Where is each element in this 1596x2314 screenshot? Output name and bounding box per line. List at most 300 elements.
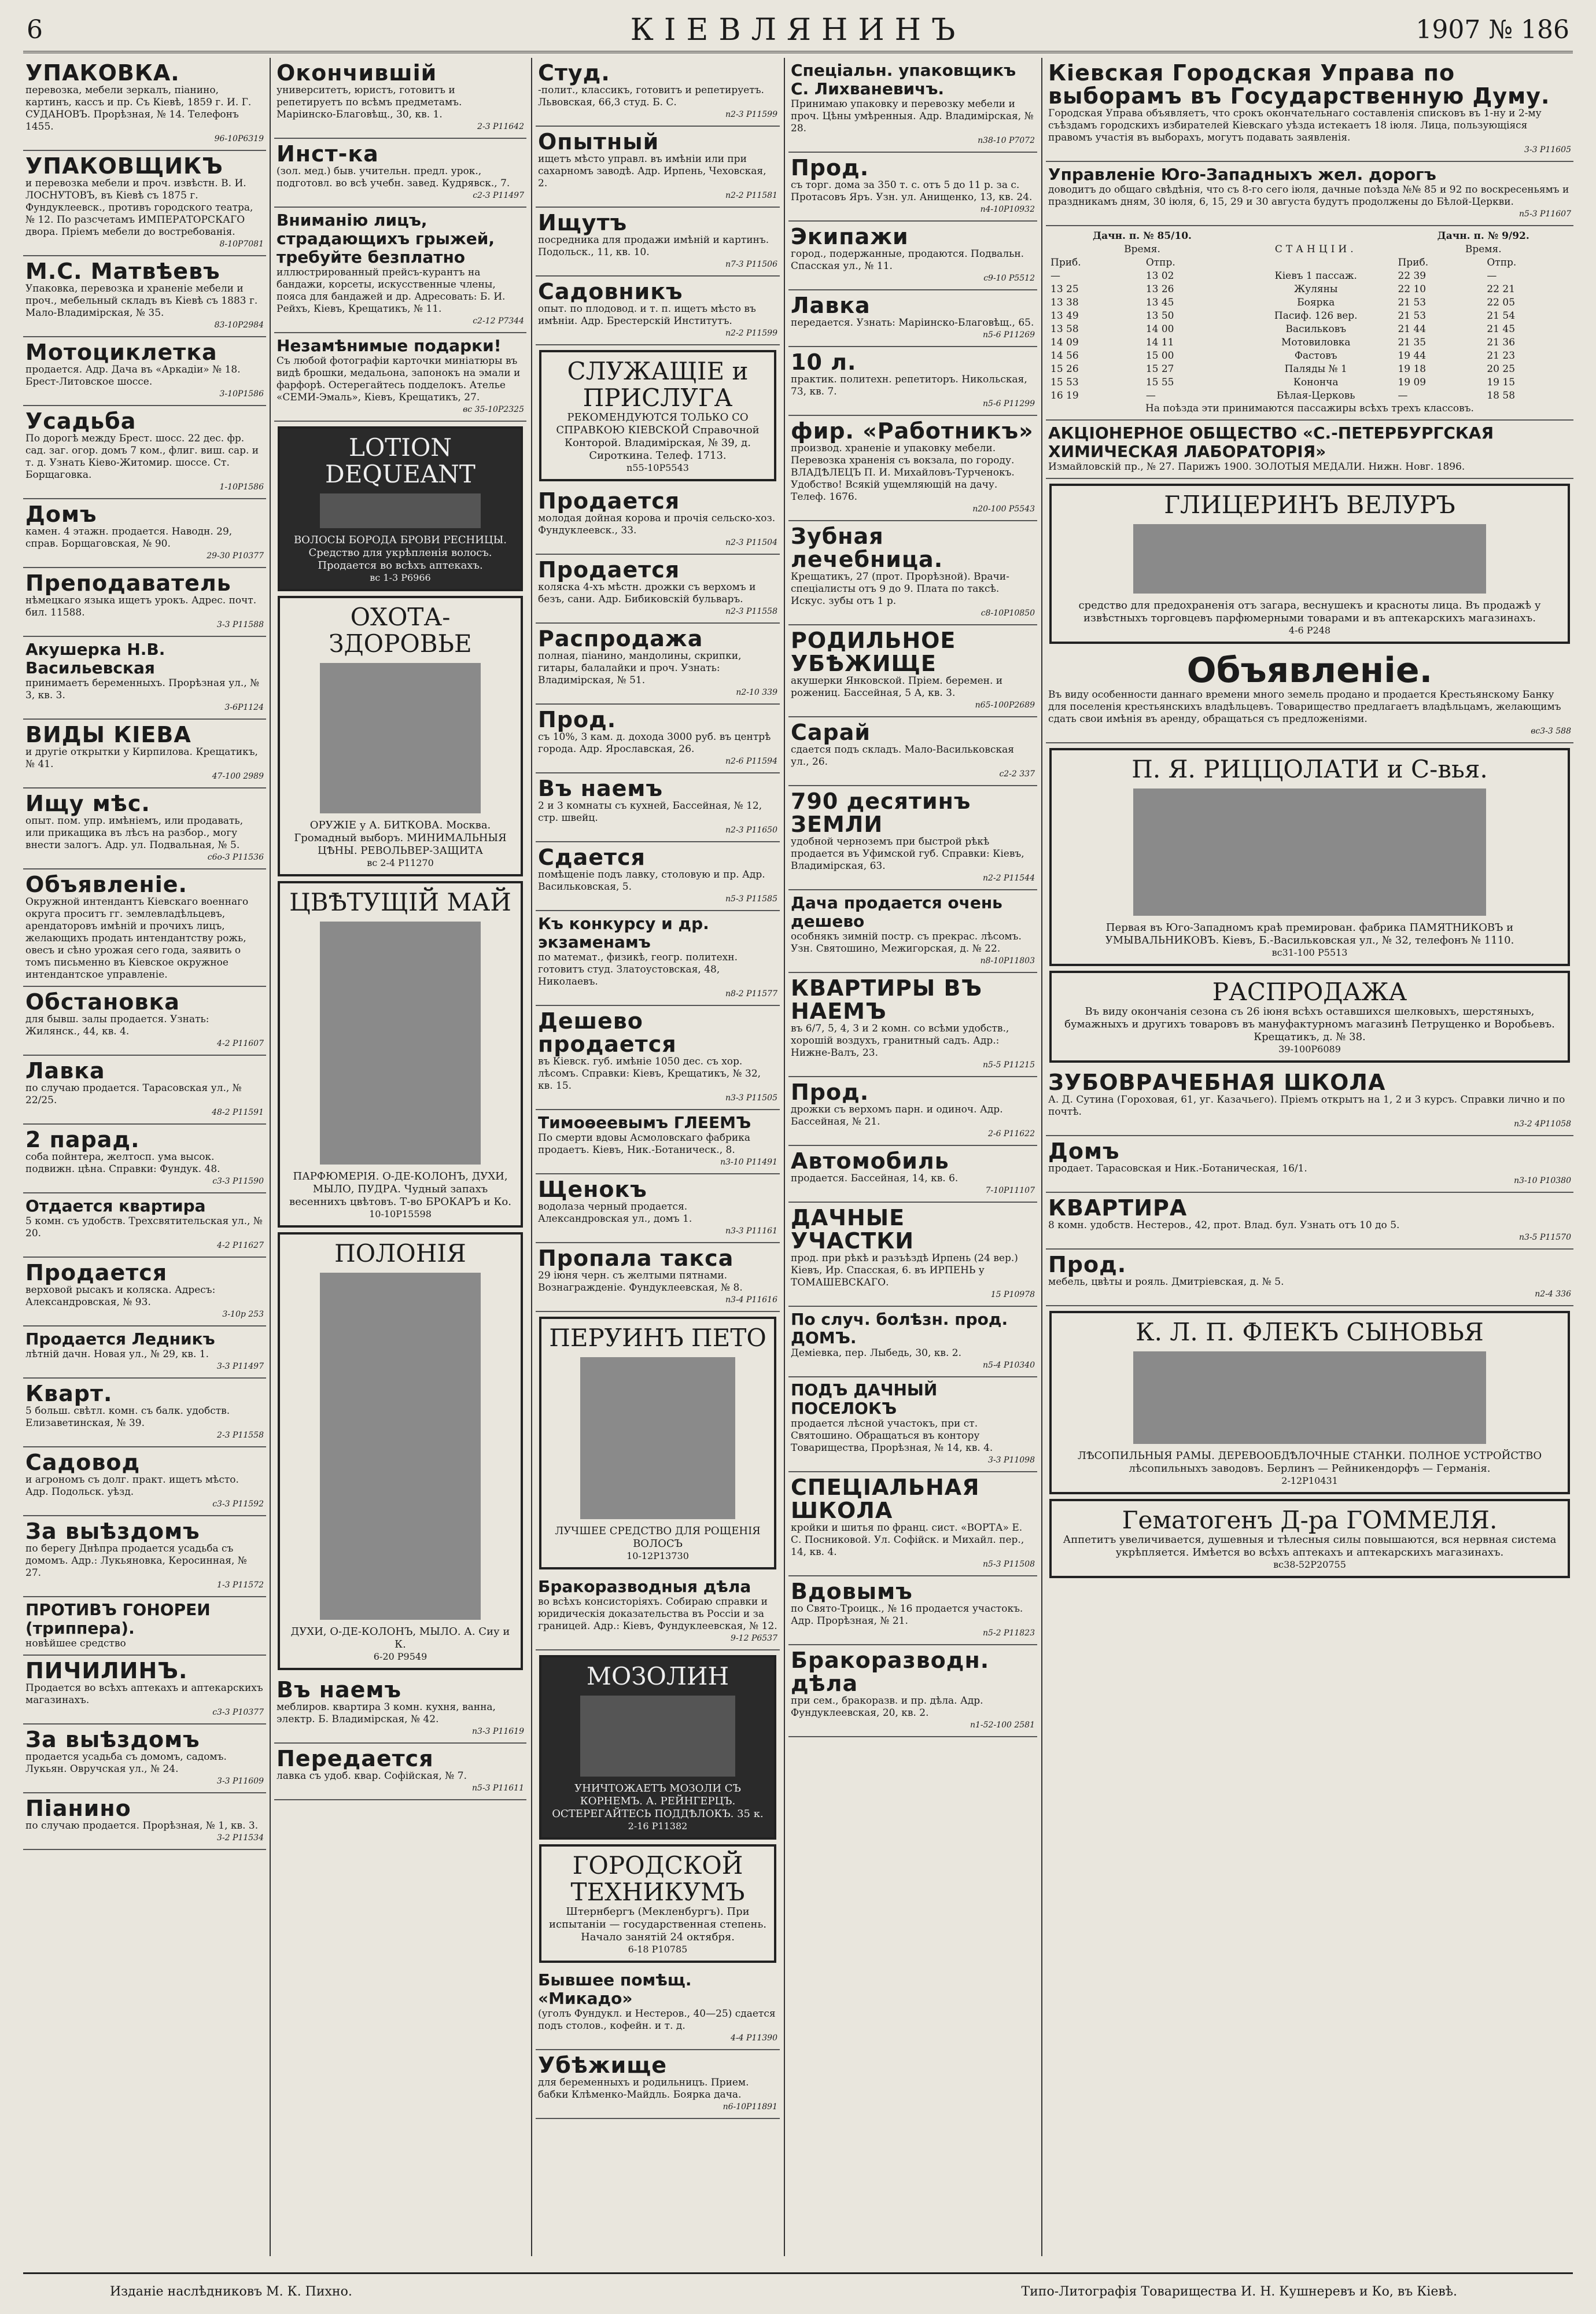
time-cell: 21 54 bbox=[1487, 310, 1516, 322]
ad-body: Деміевка, пер. Лыбедь, 30, кв. 2. bbox=[791, 1347, 962, 1359]
ad-code: n2-10 339 bbox=[736, 688, 777, 697]
column-2 bbox=[274, 58, 526, 2256]
timetable-row bbox=[1048, 283, 1571, 296]
ad-heading: Лавка bbox=[25, 1058, 105, 1084]
ad-body: лавка съ удоб. квар. Софійская, № 7. bbox=[277, 1770, 467, 1782]
ad-code: n2-3 Р11558 bbox=[725, 607, 777, 616]
ad-heading: Акушерка Н.В. Васильевская bbox=[25, 640, 165, 677]
ad-body: Измайловскій пр., № 27. Парижъ 1900. ЗОЛОТЫЯ МЕДАЛИ. Нижн. Новг. 1896. bbox=[1048, 461, 1465, 473]
time-cell: — bbox=[1051, 270, 1060, 282]
ad-body: доводитъ до общаго свѣдѣнія, что съ 8-го сего іюля, дачные поѣзда №№ 85 и 92 по воскресеньямъ и праздникамъ дням, 30 іюля, 6, 15, 29 и 30 августа будутъ продолжены до Бѣлой-Церкви. bbox=[1048, 184, 1569, 208]
time-cell: 19 44 bbox=[1398, 350, 1427, 362]
advertisement bbox=[23, 151, 266, 256]
ad-body: ОРУЖІЕ у А. БИТКОВА. Москва. Громадный выборъ. МИНИМАЛЬНЫЯ ЦѢНЫ. РЕВОЛЬВЕР-ЗАЩИТА bbox=[294, 819, 507, 857]
ad-body: Въ виду особенности даннаго времени много земель продано и продается Крестьянскому Банку для поселенія крестьянскихъ владѣльцевъ. Товарищество предлагаетъ владѣльцамъ, желающимъ сдать свои имѣнія въ аренду, обращаться съ предложеніями. bbox=[1048, 689, 1561, 725]
ad-code: n2-3 Р11599 bbox=[725, 110, 777, 119]
advertisement bbox=[536, 1967, 780, 2050]
advertisement bbox=[274, 208, 526, 333]
ad-heading: Въ наемъ bbox=[538, 776, 664, 801]
ad-heading: Экипажи bbox=[791, 224, 909, 249]
advertisement bbox=[536, 1006, 780, 1110]
ad-code: вс3-3 588 bbox=[1531, 727, 1571, 736]
timetable-row bbox=[1048, 336, 1571, 349]
ad-code: c2-12 Р7344 bbox=[473, 316, 524, 326]
station-name: Фастовъ bbox=[1294, 350, 1337, 362]
advertisement bbox=[536, 1574, 780, 1650]
illustrated-advertisement bbox=[539, 1844, 776, 1963]
ad-heading: ПЕРУИНЪ ПЕТО bbox=[549, 1324, 766, 1352]
ad-heading: ПОЛОНІЯ bbox=[334, 1239, 466, 1267]
ad-code: 4-6 Р248 bbox=[1288, 625, 1331, 636]
ad-body: ВОЛОСЫ БОРОДА БРОВИ РЕСНИЦЫ. Средство для укрѣпленія волосъ. Продается во всѣхъ аптекахъ. bbox=[293, 534, 507, 572]
ad-heading: Пропала такса bbox=[538, 1246, 734, 1271]
ad-code: n3-10 Р11491 bbox=[720, 1158, 777, 1167]
ad-code: 3-3 Р11588 bbox=[217, 620, 264, 629]
advertisement bbox=[23, 637, 266, 720]
ad-body: средство для предохраненія отъ загара, веснушекъ и красноты лица. Въ продажѣ у извѣстныхъ торговцевъ парфюмерными товарами и въ аптекарскихъ магазинахъ. bbox=[1078, 599, 1541, 624]
advertisement bbox=[788, 1645, 1037, 1737]
ad-code: n2-2 Р11544 bbox=[983, 874, 1035, 883]
ad-code: 3-3 Р11609 bbox=[217, 1777, 264, 1786]
advertisement bbox=[788, 1307, 1037, 1377]
advertisement bbox=[788, 1576, 1037, 1645]
ad-body: (уголъ Фундукл. и Нестеров., 40—25) сдается подъ столов., кофейн. и т. д. bbox=[538, 2008, 776, 2032]
ad-code: n3-3 Р11161 bbox=[725, 1226, 777, 1236]
ad-heading: ПИЧИЛИНЪ. bbox=[25, 1658, 188, 1683]
ad-body: продается усадьба съ домомъ, садомъ. Лукьян. Овручская ул., № 24. bbox=[25, 1751, 227, 1775]
advertisement bbox=[1046, 421, 1573, 479]
advertisement bbox=[788, 58, 1037, 153]
time-cell: 15 00 bbox=[1145, 350, 1174, 362]
ad-heading: Бракоразводныя дѣла bbox=[538, 1577, 751, 1596]
advertisement bbox=[23, 1516, 266, 1597]
time-cell: 20 25 bbox=[1487, 363, 1516, 375]
ad-heading: Объявленіе. bbox=[1186, 650, 1433, 691]
ad-code: n5-3 Р11607 bbox=[1519, 209, 1571, 219]
ad-heading: Къ конкурсу и др. экзаменамъ bbox=[538, 914, 709, 952]
advertisement bbox=[536, 2050, 780, 2119]
ad-code: n6-10Р11891 bbox=[723, 2102, 777, 2112]
ad-heading: Садовникъ bbox=[538, 279, 683, 304]
ad-heading: Продается bbox=[538, 557, 680, 583]
column-5 bbox=[1046, 58, 1573, 2256]
timetable-col: Отпр. bbox=[1145, 257, 1175, 268]
time-cell: 14 56 bbox=[1051, 350, 1079, 362]
ad-code: 96-10Р6319 bbox=[214, 134, 264, 143]
advertisement bbox=[23, 337, 266, 406]
ad-heading: Піанино bbox=[25, 1796, 131, 1821]
ad-body: и другіе открытки у Кирпилова. Крещатикъ, № 41. bbox=[25, 746, 258, 770]
time-cell: 13 58 bbox=[1051, 323, 1079, 335]
ad-body: Аппетитъ увеличивается, душевныя и тѣлесныя силы повышаются, вся нервная система укрѣпляется. Имѣется во всѣхъ аптекахъ и аптекарскихъ магазинахъ. bbox=[1063, 1534, 1557, 1558]
ad-body: Принимаю упаковку и перевозку мебели и проч. Цѣны умѣренныя. Адр. Владимірская, № 28. bbox=[791, 98, 1034, 134]
ad-heading: Сдается bbox=[538, 845, 646, 870]
advertisement bbox=[788, 1377, 1037, 1472]
ad-body: въ 6/7, 5, 4, 3 и 2 комн. со всѣми удобств., хорошій воздухъ, гранитный садъ. Адр.: Нижне-Валъ, 23. bbox=[791, 1023, 1009, 1059]
ad-body: меблиров. квартира 3 комн. кухня, ванна, электр. Б. Владимірская, № 42. bbox=[277, 1701, 496, 1725]
time-cell: 21 36 bbox=[1487, 337, 1516, 348]
ad-code: 10-10Р15598 bbox=[369, 1208, 432, 1219]
ad-body: сдается подъ складъ. Мало-Васильковская ул., 26. bbox=[791, 744, 1014, 768]
ad-body: по случаю продается. Тарасовская ул., № 22/25. bbox=[25, 1082, 242, 1106]
advertisement bbox=[1046, 58, 1573, 162]
ad-heading: Продается bbox=[538, 488, 680, 514]
advertisement bbox=[23, 1125, 266, 1193]
time-cell: 14 11 bbox=[1145, 337, 1174, 348]
ad-heading: Вниманію лицъ, страдающихъ грыжей, требуйте безплатно bbox=[277, 211, 495, 267]
ad-body: нѣмецкаго языка ищетъ урокъ. Адрес. почт. бил. 11588. bbox=[25, 595, 257, 618]
ad-heading: Автомобиль bbox=[791, 1148, 949, 1174]
ad-code: 3-3 Р11098 bbox=[988, 1456, 1035, 1465]
ad-heading: ГЛИЦЕРИНЪ ВЕЛУРЪ bbox=[1164, 491, 1455, 519]
ad-code: c8-10Р10850 bbox=[981, 609, 1035, 618]
advertisement bbox=[23, 1193, 266, 1258]
timetable-sub: СТАНЦІИ. bbox=[1274, 244, 1357, 255]
timetable-row bbox=[1048, 349, 1571, 363]
advertisement bbox=[23, 1725, 266, 1793]
ad-code: n3-3 Р11619 bbox=[472, 1727, 524, 1736]
ad-code: n3-10 Р10380 bbox=[1514, 1176, 1571, 1185]
ad-body: ПАРФЮМЕРІЯ. О-ДЕ-КОЛОНЪ, ДУХИ, МЫЛО, ПУДРА. Чудный запахъ весеннихъ цвѣтовъ. Т-во БРОКАРЪ и Ко. bbox=[289, 1170, 511, 1208]
station-name: Кононча bbox=[1293, 377, 1339, 388]
advertisement bbox=[274, 333, 526, 422]
column-4 bbox=[788, 58, 1037, 2256]
ad-code: 3-6Р1124 bbox=[224, 703, 264, 712]
ad-code: 1-10Р1586 bbox=[219, 482, 264, 492]
advertisement bbox=[788, 1077, 1037, 1146]
ad-heading: ГОРОДСКОЙ ТЕХНИКУМЪ bbox=[570, 1851, 745, 1906]
illustrated-advertisement bbox=[278, 596, 523, 876]
advertisement bbox=[536, 773, 780, 842]
ad-code: n5-4 Р10340 bbox=[983, 1361, 1035, 1370]
ad-code: 15 Р10978 bbox=[990, 1290, 1035, 1299]
ad-heading: Прод. bbox=[1048, 1252, 1127, 1277]
timetable-note: На поѣзда эти принимаются пассажиры всѣхъ трехъ классовъ. bbox=[1145, 403, 1474, 414]
ad-body: и агрономъ съ долг. практ. ищетъ мѣсто. Адр. Подольск. уѣзд. bbox=[25, 1474, 239, 1498]
advertisement bbox=[1046, 648, 1573, 743]
ad-code: n5-3 Р11585 bbox=[725, 894, 777, 904]
time-cell: 21 53 bbox=[1398, 297, 1427, 308]
advertisement bbox=[536, 1174, 780, 1243]
advertisement bbox=[274, 139, 526, 208]
printer: Типо-Литографія Товарищества И. Н. Кушнеревъ и Ко, въ Кіевѣ. bbox=[1021, 2284, 1457, 2299]
ad-heading: РОДИЛЬНОЕ УБѢЖИЩЕ bbox=[791, 628, 956, 676]
advertisement bbox=[788, 521, 1037, 625]
ad-heading: Студ. bbox=[538, 60, 610, 86]
advertisement bbox=[1046, 162, 1573, 226]
ad-body: Крещатикъ, 27 (прот. Прорѣзной). Врачи-спеціалисты отъ 9 до 9. Плата по таксѣ. Искус. зубы отъ 1 р. bbox=[791, 571, 1009, 607]
ad-heading: Незамѣнимые подарки! bbox=[277, 336, 502, 355]
illustration-image bbox=[580, 1696, 735, 1777]
ad-body: съ торг. дома за 350 т. с. отъ 5 до 11 р. за с. Протасовъ Яръ. Узн. ул. Анищенко, 13, кв. 24. bbox=[791, 179, 1033, 203]
advertisement bbox=[788, 347, 1037, 416]
advertisement bbox=[23, 1258, 266, 1327]
ad-heading: ВИДЫ КІЕВА bbox=[25, 722, 191, 747]
advertisement bbox=[23, 869, 266, 987]
advertisement bbox=[23, 1597, 266, 1656]
ad-body: По дорогѣ между Брест. шосс. 22 дес. фр. сад. заг. огор. домъ 7 ком., флиг. виш. сар. и т. д. Узнать Кіево-Житомир. шоссе. Ст. Борщаговка. bbox=[25, 433, 259, 481]
ad-code: n1-52-100 2581 bbox=[970, 1720, 1035, 1730]
advertisement bbox=[274, 1675, 526, 1744]
timetable-right-head: Дачн. п. № 9/92. bbox=[1437, 230, 1529, 242]
ad-heading: Продается bbox=[25, 1260, 168, 1285]
ad-body: дрожки съ верхомъ парн. и одиноч. Адр. Бассейная, № 21. bbox=[791, 1104, 1003, 1127]
advertisement bbox=[536, 277, 780, 345]
ad-body: Штернбергъ (Мекленбургъ). При испытаніи — государственная степень. Начало занятій 24 октября. bbox=[548, 1906, 767, 1943]
station-name: Мотовиловка bbox=[1281, 337, 1351, 348]
ad-heading: Ищутъ bbox=[538, 210, 628, 235]
ad-code: 9-12 Р6537 bbox=[731, 1634, 777, 1643]
station-name: Кіевъ 1 пассаж. bbox=[1274, 270, 1357, 282]
illustrated-advertisement bbox=[1049, 484, 1570, 644]
ad-body: практик. политехн. репетиторъ. Никольская, 73, кв. 7. bbox=[791, 374, 1027, 397]
ad-code: n38-10 Р7072 bbox=[978, 136, 1035, 145]
column-3 bbox=[536, 58, 780, 2256]
illustrated-advertisement bbox=[1049, 1311, 1570, 1494]
illustrated-advertisement bbox=[539, 1317, 776, 1569]
ad-code: n8-10Р11803 bbox=[980, 956, 1035, 966]
ad-code: 8-10Р7081 bbox=[219, 239, 264, 249]
ad-body: -полит., классикъ, готовитъ и репетируетъ. Львовская, 66,3 студ. Б. С. bbox=[538, 84, 764, 108]
advertisement bbox=[788, 1472, 1037, 1576]
ad-body: 5 больш. свѣтл. комн. съ балк. удобств. Елизаветинская, № 39. bbox=[25, 1405, 230, 1429]
ad-body: Первая въ Юго-Западномъ краѣ премирован. фабрика ПАМЯТНИКОВЪ и УМЫВАЛЬНИКОВЪ. Кіевъ, Б.-Васильковская ул., № 32, телефонъ № 1110. bbox=[1105, 922, 1514, 946]
ad-body: опыт. по плодовод. и т. п. ищетъ мѣсто въ имѣніи. Адр. Брестерскій Институтъ. bbox=[538, 303, 756, 327]
illustrated-advertisement bbox=[278, 1232, 523, 1670]
advertisement bbox=[1046, 1136, 1573, 1193]
ad-code: 4-2 Р11627 bbox=[217, 1241, 264, 1250]
ad-heading: Домъ bbox=[1048, 1138, 1120, 1164]
time-cell: 15 55 bbox=[1145, 377, 1174, 388]
time-cell: 13 25 bbox=[1051, 283, 1079, 295]
ad-code: 7-10Р11107 bbox=[985, 1186, 1035, 1195]
ad-code: n2-4 336 bbox=[1535, 1289, 1571, 1299]
ad-code: n5-5 Р11215 bbox=[983, 1060, 1035, 1070]
ad-body: ДУХИ, О-ДЕ-КОЛОНЪ, МЫЛО. А. Сиу и К. bbox=[290, 1626, 510, 1650]
ad-heading: УПАКОВКА. bbox=[25, 60, 180, 86]
ad-heading: По случ. болѣзн. прод. ДОМЪ. bbox=[791, 1310, 1008, 1347]
advertisement bbox=[788, 290, 1037, 347]
time-cell: 22 10 bbox=[1398, 283, 1427, 295]
ad-body: продается. Бассейная, 14, кв. 6. bbox=[791, 1173, 959, 1184]
column-rule bbox=[1041, 58, 1042, 2256]
ad-heading: Объявленіе. bbox=[25, 872, 187, 897]
illustrated-advertisement bbox=[1049, 748, 1570, 966]
ad-code: вс38-52Р20755 bbox=[1273, 1559, 1346, 1570]
ad-heading: Вдовымъ bbox=[791, 1579, 913, 1604]
ad-body: Съ любой фотографіи карточки миніатюры въ видѣ брошки, медальона, запонокъ на эмали и фарфорѣ. Остерегайтесь подделокъ. Ателье «СЕМИ-Эмаль», Кіевъ, Крещатикъ, 27. bbox=[277, 355, 521, 403]
ad-heading: Бывшее помѣщ. «Микадо» bbox=[538, 1970, 692, 2008]
ad-code: n4-10Р10932 bbox=[980, 205, 1035, 214]
ad-code: n3-4 Р11616 bbox=[725, 1295, 777, 1305]
ad-body: для беременныхъ и родильницъ. Прием. бабки Клѣменко-Майдль. Боярка дача. bbox=[538, 2077, 749, 2101]
station-name: Пасиф. 126 вер. bbox=[1274, 310, 1358, 322]
ad-heading: Усадьба bbox=[25, 408, 137, 434]
ad-body: (зол. мед.) быв. учительн. предл. урок., подготовл. во всѣ учебн. завед. Кудрявск., 7. bbox=[277, 165, 510, 189]
illustration-image bbox=[1133, 1351, 1486, 1444]
time-cell: 21 23 bbox=[1487, 350, 1516, 362]
ad-body: помѣщеніе подъ лавку, столовую и пр. Адр. Васильковская, 5. bbox=[538, 869, 765, 893]
illustration-image bbox=[580, 1357, 735, 1519]
advertisement bbox=[23, 987, 266, 1056]
illustrated-advertisement bbox=[278, 426, 523, 591]
ad-body: 5 комн. съ удобств. Трехсвятительская ул., № 20. bbox=[25, 1215, 263, 1239]
advertisement bbox=[788, 717, 1037, 786]
ad-code: 2-3 Р11642 bbox=[477, 122, 524, 131]
ad-heading: Щенокъ bbox=[538, 1177, 647, 1202]
ad-code: 3-3 Р11605 bbox=[1524, 145, 1571, 154]
ad-body: полная, піанино, мандолины, скрипки, гитары, балалайки и проч. Узнать: Владимірская, № 51. bbox=[538, 650, 742, 686]
ad-heading: КВАРТИРА bbox=[1048, 1195, 1188, 1221]
timetable-col: Отпр. bbox=[1487, 257, 1517, 268]
station-name: Бѣлая-Церковь bbox=[1276, 390, 1355, 401]
advertisement bbox=[23, 1379, 266, 1447]
ad-heading: П. Я. РИЦЦОЛАТИ и С-вья. bbox=[1131, 755, 1488, 783]
ad-heading: АКЦІОНЕРНОЕ ОБЩЕСТВО «С.-ПЕТЕРБУРГСКАЯ ХИМИЧЕСКАЯ ЛАБОРАТОРІЯ» bbox=[1048, 423, 1494, 461]
ad-heading: Зубная лечебница. bbox=[791, 524, 943, 572]
ad-code: n55-10Р5543 bbox=[626, 462, 689, 473]
ad-body: коляска 4-хъ мѣстн. дрожки съ верхомъ и безъ, сани. Адр. Бибиковскій бульваръ. bbox=[538, 581, 756, 605]
advertisement bbox=[536, 705, 780, 773]
advertisement bbox=[23, 256, 266, 337]
ad-code: 48-2 Р11591 bbox=[212, 1108, 264, 1117]
time-cell: 13 49 bbox=[1051, 310, 1079, 322]
ad-code: c2-2 337 bbox=[999, 769, 1035, 779]
ad-code: 6-20 Р9549 bbox=[373, 1651, 427, 1662]
timetable-row bbox=[1048, 323, 1571, 336]
timetable-row bbox=[1048, 309, 1571, 323]
ad-code: 4-4 Р11390 bbox=[731, 2033, 777, 2043]
illustrated-advertisement bbox=[1049, 1499, 1570, 1578]
ad-heading: Распродажа bbox=[538, 626, 703, 651]
ad-code: 10-12Р13730 bbox=[626, 1550, 689, 1561]
ad-body: Продается во всѣхъ аптекахъ и аптекарскихъ магазинахъ. bbox=[25, 1682, 263, 1706]
ad-code: n5-6 Р11299 bbox=[983, 399, 1035, 408]
ad-body: водолаза черный продается. Александровская ул., домъ 1. bbox=[538, 1201, 692, 1225]
ad-heading: Въ наемъ bbox=[277, 1677, 402, 1703]
ad-body: мебель, цвѣты и рояль. Дмитріевская, д. № 5. bbox=[1048, 1276, 1284, 1288]
ad-code: n2-3 Р11504 bbox=[725, 538, 777, 547]
ad-heading: Дача продается очень дешево bbox=[791, 893, 1002, 931]
ad-body: по математ., физикѣ, геогр. политехн. готовитъ студ. Златоустовская, 48, Николаевъ. bbox=[538, 952, 738, 987]
advertisement bbox=[23, 1656, 266, 1725]
advertisement bbox=[788, 1203, 1037, 1307]
ad-code: c3-3 Р11590 bbox=[212, 1177, 264, 1186]
advertisement bbox=[23, 720, 266, 788]
ad-heading: Лавка bbox=[791, 293, 871, 318]
ad-body: кройки и шитья по франц. сист. «ВОРТА» Е. С. Посниковой. Ул. Софійск. и Михайл. пер., 14, кв. 4. bbox=[791, 1522, 1024, 1558]
ad-body: прод. при рѣкѣ и разъѣздѣ Ирпень (24 вер.) Кіевъ, Ир. Спасская, 6. въ ИРПЕНЬ у ТОМАШЕВСКАГО. bbox=[791, 1252, 1018, 1288]
ad-heading: Гематогенъ Д-ра ГОММЕЛЯ. bbox=[1122, 1506, 1498, 1534]
ad-heading: Отдается квартира bbox=[25, 1196, 206, 1215]
time-cell: 15 26 bbox=[1051, 363, 1079, 375]
timetable-col: Приб. bbox=[1051, 257, 1081, 268]
advertisement bbox=[536, 58, 780, 127]
timetable-row bbox=[1048, 363, 1571, 376]
advertisement bbox=[536, 911, 780, 1006]
ad-body: съ 10%, 3 кам. д. дохода 3000 руб. въ центрѣ города. Адр. Ярославская, 26. bbox=[538, 731, 771, 755]
ad-heading: Опытный bbox=[538, 129, 659, 154]
timetable-table bbox=[1048, 230, 1571, 403]
advertisement bbox=[23, 1793, 266, 1850]
ad-heading: фир. «Работникъ» bbox=[791, 418, 1034, 444]
ad-body: город., подержанные, продаются. Подвальн. Спасская ул., № 11. bbox=[791, 248, 1024, 272]
ad-body: при сем., бракоразв. и пр. дѣла. Адр. Фундуклеевская, 20, кв. 2. bbox=[791, 1695, 983, 1719]
ad-code: 2-6 Р11622 bbox=[988, 1129, 1035, 1138]
advertisement bbox=[274, 1744, 526, 1800]
ad-heading: Кіевская Городская Управа по выборамъ въ Государственную Думу. bbox=[1048, 60, 1550, 109]
advertisement bbox=[788, 786, 1037, 890]
ad-heading: За выѣздомъ bbox=[25, 1519, 200, 1544]
ad-heading: Кварт. bbox=[25, 1381, 113, 1406]
ad-code: n5-6 Р11269 bbox=[983, 330, 1035, 340]
time-cell: 13 38 bbox=[1051, 297, 1079, 308]
ad-heading: Прод. bbox=[538, 707, 617, 732]
ad-code: n3-2 4Р11058 bbox=[1514, 1119, 1571, 1129]
ad-code: 83-10Р2984 bbox=[214, 320, 264, 330]
ad-heading: Окончившій bbox=[277, 60, 437, 86]
ad-heading: Управленіе Юго-Западныхъ жел. дорогъ bbox=[1048, 165, 1436, 184]
column-rule bbox=[784, 58, 785, 2256]
ad-body: продается лѣсной участокъ, при ст. Святошино. Обращаться въ контору Товарищества, Прорѣзная, № 14, кв. 4. bbox=[791, 1418, 993, 1454]
ad-heading: Домъ bbox=[25, 502, 97, 527]
ad-code: n2-2 Р11599 bbox=[725, 329, 777, 338]
advertisement bbox=[536, 1110, 780, 1174]
ad-code: 2-16 Р11382 bbox=[628, 1821, 688, 1832]
railway-timetable bbox=[1046, 226, 1573, 421]
advertisement bbox=[788, 153, 1037, 222]
ad-body: верховой рысакъ и коляска. Адресъ: Александровская, № 93. bbox=[25, 1284, 216, 1308]
ad-body: принимаетъ беременныхъ. Прорѣзная ул., № 3, кв. 3. bbox=[25, 677, 260, 701]
ad-heading: УПАКОВЩИКЪ bbox=[25, 153, 223, 179]
ad-code: n2-3 Р11650 bbox=[725, 826, 777, 835]
illustration-image bbox=[320, 1273, 480, 1620]
ad-code: n3-3 Р11505 bbox=[725, 1093, 777, 1103]
advertisement bbox=[23, 788, 266, 869]
ad-body: иллюстрированный прейсъ-курантъ на бандажи, корсеты, искусственные члены, пояса для бандажей и др. Адресовать: Б. И. Рейхъ, Кіевъ, Крещатикъ, № 11. bbox=[277, 267, 506, 315]
ad-heading: Тимоѳеевымъ ГЛЕЕМЪ bbox=[538, 1113, 751, 1132]
ad-body: новѣйшее средство bbox=[25, 1638, 126, 1649]
column-rule bbox=[531, 58, 532, 2256]
time-cell: 21 53 bbox=[1398, 310, 1427, 322]
ad-heading: Дешево продается bbox=[538, 1008, 677, 1057]
advertisement bbox=[788, 890, 1037, 973]
ad-body: А. Д. Сутина (Гороховая, 61, уг. Казачьего). Пріемъ открытъ на 1, 2 и 3 курсъ. Справки лично и по почтѣ. bbox=[1048, 1094, 1565, 1118]
ad-code: 39-100Р6089 bbox=[1278, 1044, 1341, 1055]
timetable-sub: Время. bbox=[1124, 244, 1160, 255]
illustrated-advertisement bbox=[278, 881, 523, 1228]
ad-heading: Убѣжище bbox=[538, 2053, 668, 2078]
time-cell: 13 45 bbox=[1145, 297, 1174, 308]
ad-code: вс31-100 Р5513 bbox=[1271, 947, 1348, 958]
illustration-image bbox=[1133, 524, 1486, 594]
time-cell: 21 45 bbox=[1487, 323, 1516, 335]
timetable-left-head: Дачн. п. № 85/10. bbox=[1093, 230, 1192, 242]
ad-body: камен. 4 этажн. продается. Наводн. 29, справ. Борщаговская, № 90. bbox=[25, 526, 233, 550]
station-name: Паляды № 1 bbox=[1284, 363, 1347, 375]
ad-body: По смерти вдовы Асмоловскаго фабрика продаетъ. Кіевъ, Ник.-Ботаническ., 8. bbox=[538, 1132, 751, 1156]
ad-code: n7-3 Р11506 bbox=[725, 260, 777, 269]
time-cell: 15 53 bbox=[1051, 377, 1079, 388]
ad-body: производ. храненіе и упаковку мебели. Перевозка храненія съ вокзала, по городу. ВЛАДѢЛЕЦЪ П. И. Михайловъ-Турченокъ. Удобство! Всякій ущемляющій на дачу. Телеф. 1676. bbox=[791, 443, 1015, 503]
advertisement bbox=[1046, 1067, 1573, 1136]
ad-body: молодая дойная корова и прочія сельско-хоз. Фундуклеевск., 33. bbox=[538, 513, 776, 536]
time-cell: 22 05 bbox=[1487, 297, 1516, 308]
ad-body: продает. Тарасовская и Ник.-Ботаническая, 16/1. bbox=[1048, 1163, 1307, 1174]
advertisement bbox=[1046, 1250, 1573, 1306]
ad-code: 3-10р 253 bbox=[222, 1310, 264, 1319]
ad-body: опыт. пом. упр. имѣніемъ, или продавать, или прикащика въ лѣсъ на разбор., могу внести залогъ. Адр. ул. Подвальная, № 5. bbox=[25, 815, 244, 851]
